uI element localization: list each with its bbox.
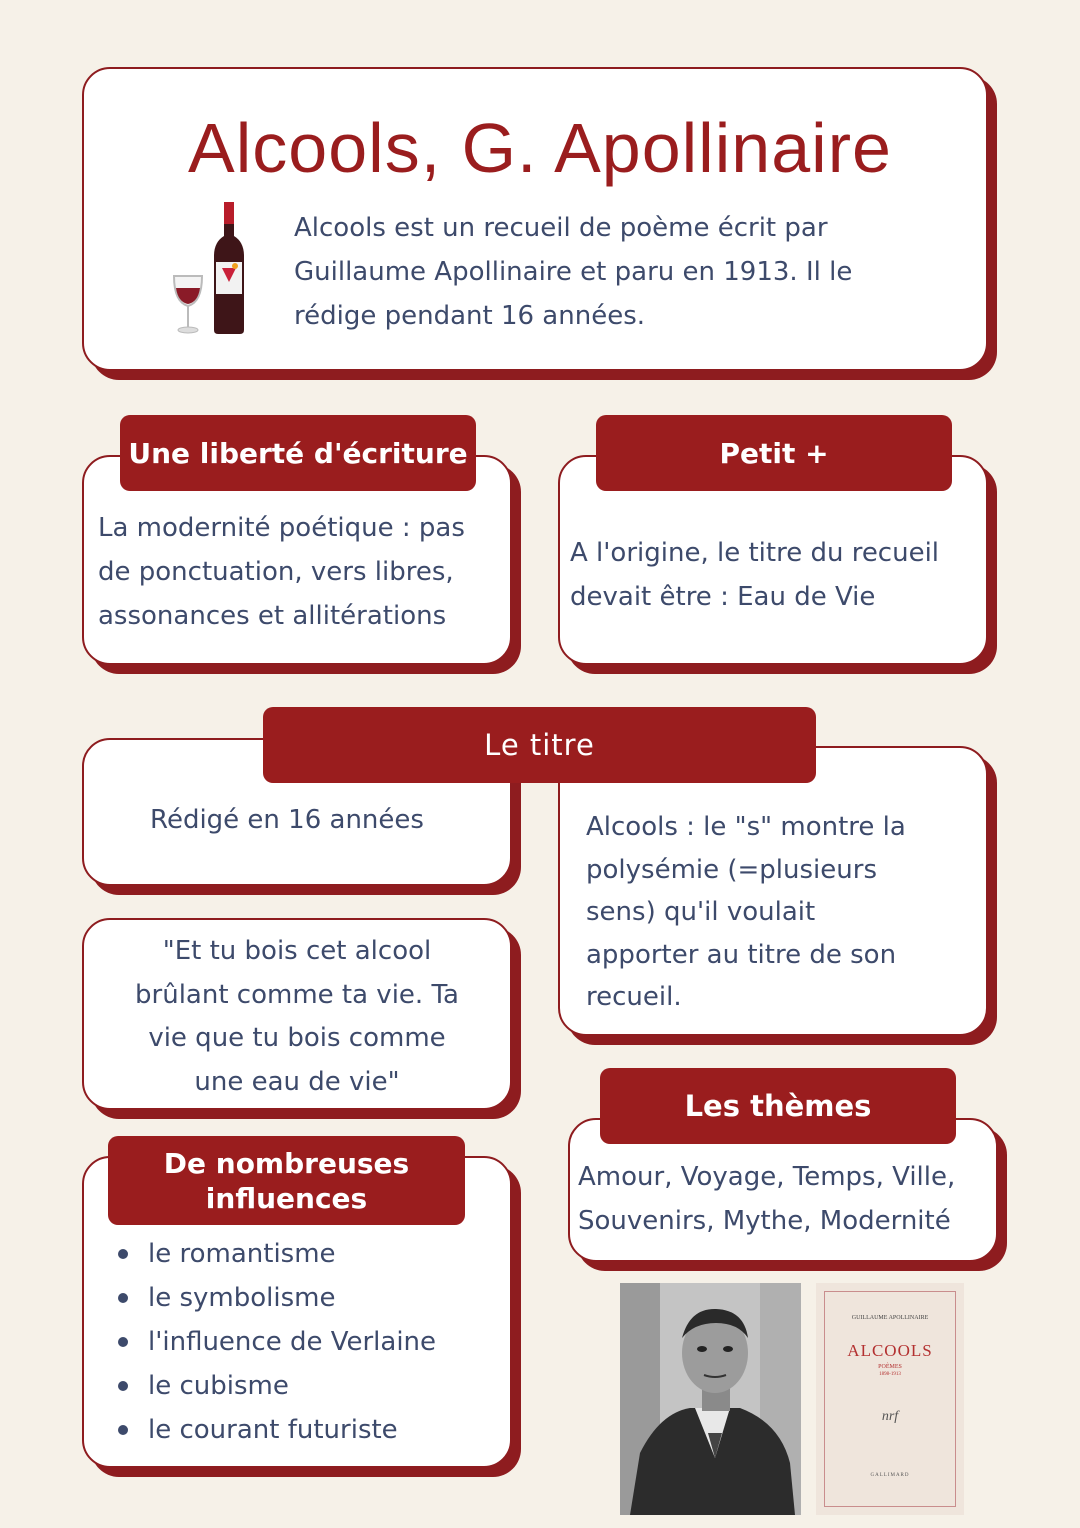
- explication-text: [586, 806, 976, 1019]
- petit-tab: Petit +: [596, 415, 952, 491]
- citation-line: "Et tu bois cet alcool: [162, 936, 432, 966]
- nrf-logo: nrf: [881, 1409, 899, 1424]
- petit-line: A l'origine, le titre du recueil: [570, 538, 940, 568]
- list-item: le symbolisme: [108, 1276, 508, 1320]
- influences-tab: [108, 1136, 465, 1225]
- book-cover-subtitle: POÈMES: [878, 1364, 902, 1370]
- intro-text: [294, 206, 974, 338]
- citation-line: une eau de vie": [194, 1066, 400, 1097]
- liberte-text: [98, 506, 508, 638]
- book-cover-title: ALCOOLS: [847, 1341, 933, 1360]
- themes-line: Souvenirs, Mythe, Modernité: [578, 1206, 951, 1236]
- citation-line: brûlant comme ta vie. Ta: [135, 979, 459, 1010]
- explication-line: Alcools : le "s" montre la: [586, 812, 906, 842]
- book-cover-publisher: GALLIMARD: [870, 1473, 910, 1478]
- book-cover: [816, 1283, 964, 1515]
- book-cover-author: GUILLAUME APOLLINAIRE: [851, 1315, 929, 1321]
- apollinaire-portrait: [620, 1283, 801, 1515]
- themes-tab: Les thèmes: [600, 1068, 956, 1144]
- explication-line: recueil.: [586, 982, 682, 1012]
- intro-line: rédige pendant 16 années.: [294, 301, 645, 331]
- explication-line: sens) qu'il voulait: [586, 897, 816, 927]
- list-item: le courant futuriste: [108, 1408, 508, 1452]
- list-item: le romantisme: [108, 1232, 508, 1276]
- themes-text: [578, 1155, 998, 1243]
- influences-list: [108, 1232, 508, 1452]
- redige-text: Rédigé en 16 années: [150, 805, 424, 835]
- wine-bottle-icon: [214, 202, 244, 334]
- themes-line: Amour, Voyage, Temps, Ville,: [578, 1162, 956, 1192]
- intro-line: Guillaume Apollinaire et paru en 1913. Il le: [294, 257, 853, 287]
- citation-text: [82, 930, 512, 1104]
- list-item: l'influence de Verlaine: [108, 1320, 508, 1364]
- wine-illustration: [170, 198, 260, 338]
- book-cover-dates: 1898-1913: [879, 1372, 901, 1377]
- petit-line: devait être : Eau de Vie: [570, 582, 876, 612]
- explication-line: apporter au titre de son: [586, 939, 897, 970]
- intro-line: Alcools est un recueil de poème écrit par: [294, 213, 828, 243]
- explication-line: polysémie (=plusieurs: [586, 854, 877, 885]
- influences-tab-line: De nombreuses: [163, 1146, 410, 1180]
- liberte-line: de ponctuation, vers libres,: [98, 557, 454, 587]
- liberte-line: assonances et allitérations: [98, 601, 447, 631]
- page-title: Alcools, G. Apollinaire: [188, 109, 892, 187]
- list-item: le cubisme: [108, 1364, 508, 1408]
- citation-line: vie que tu bois comme: [148, 1023, 446, 1053]
- liberte-tab: Une liberté d'écriture: [120, 415, 476, 491]
- titre-tab: Le titre: [263, 707, 816, 783]
- petit-text: [570, 531, 980, 619]
- wine-glass-icon: [174, 276, 202, 333]
- liberte-line: La modernité poétique : pas: [98, 513, 465, 543]
- influences-tab-line: influences: [205, 1181, 368, 1215]
